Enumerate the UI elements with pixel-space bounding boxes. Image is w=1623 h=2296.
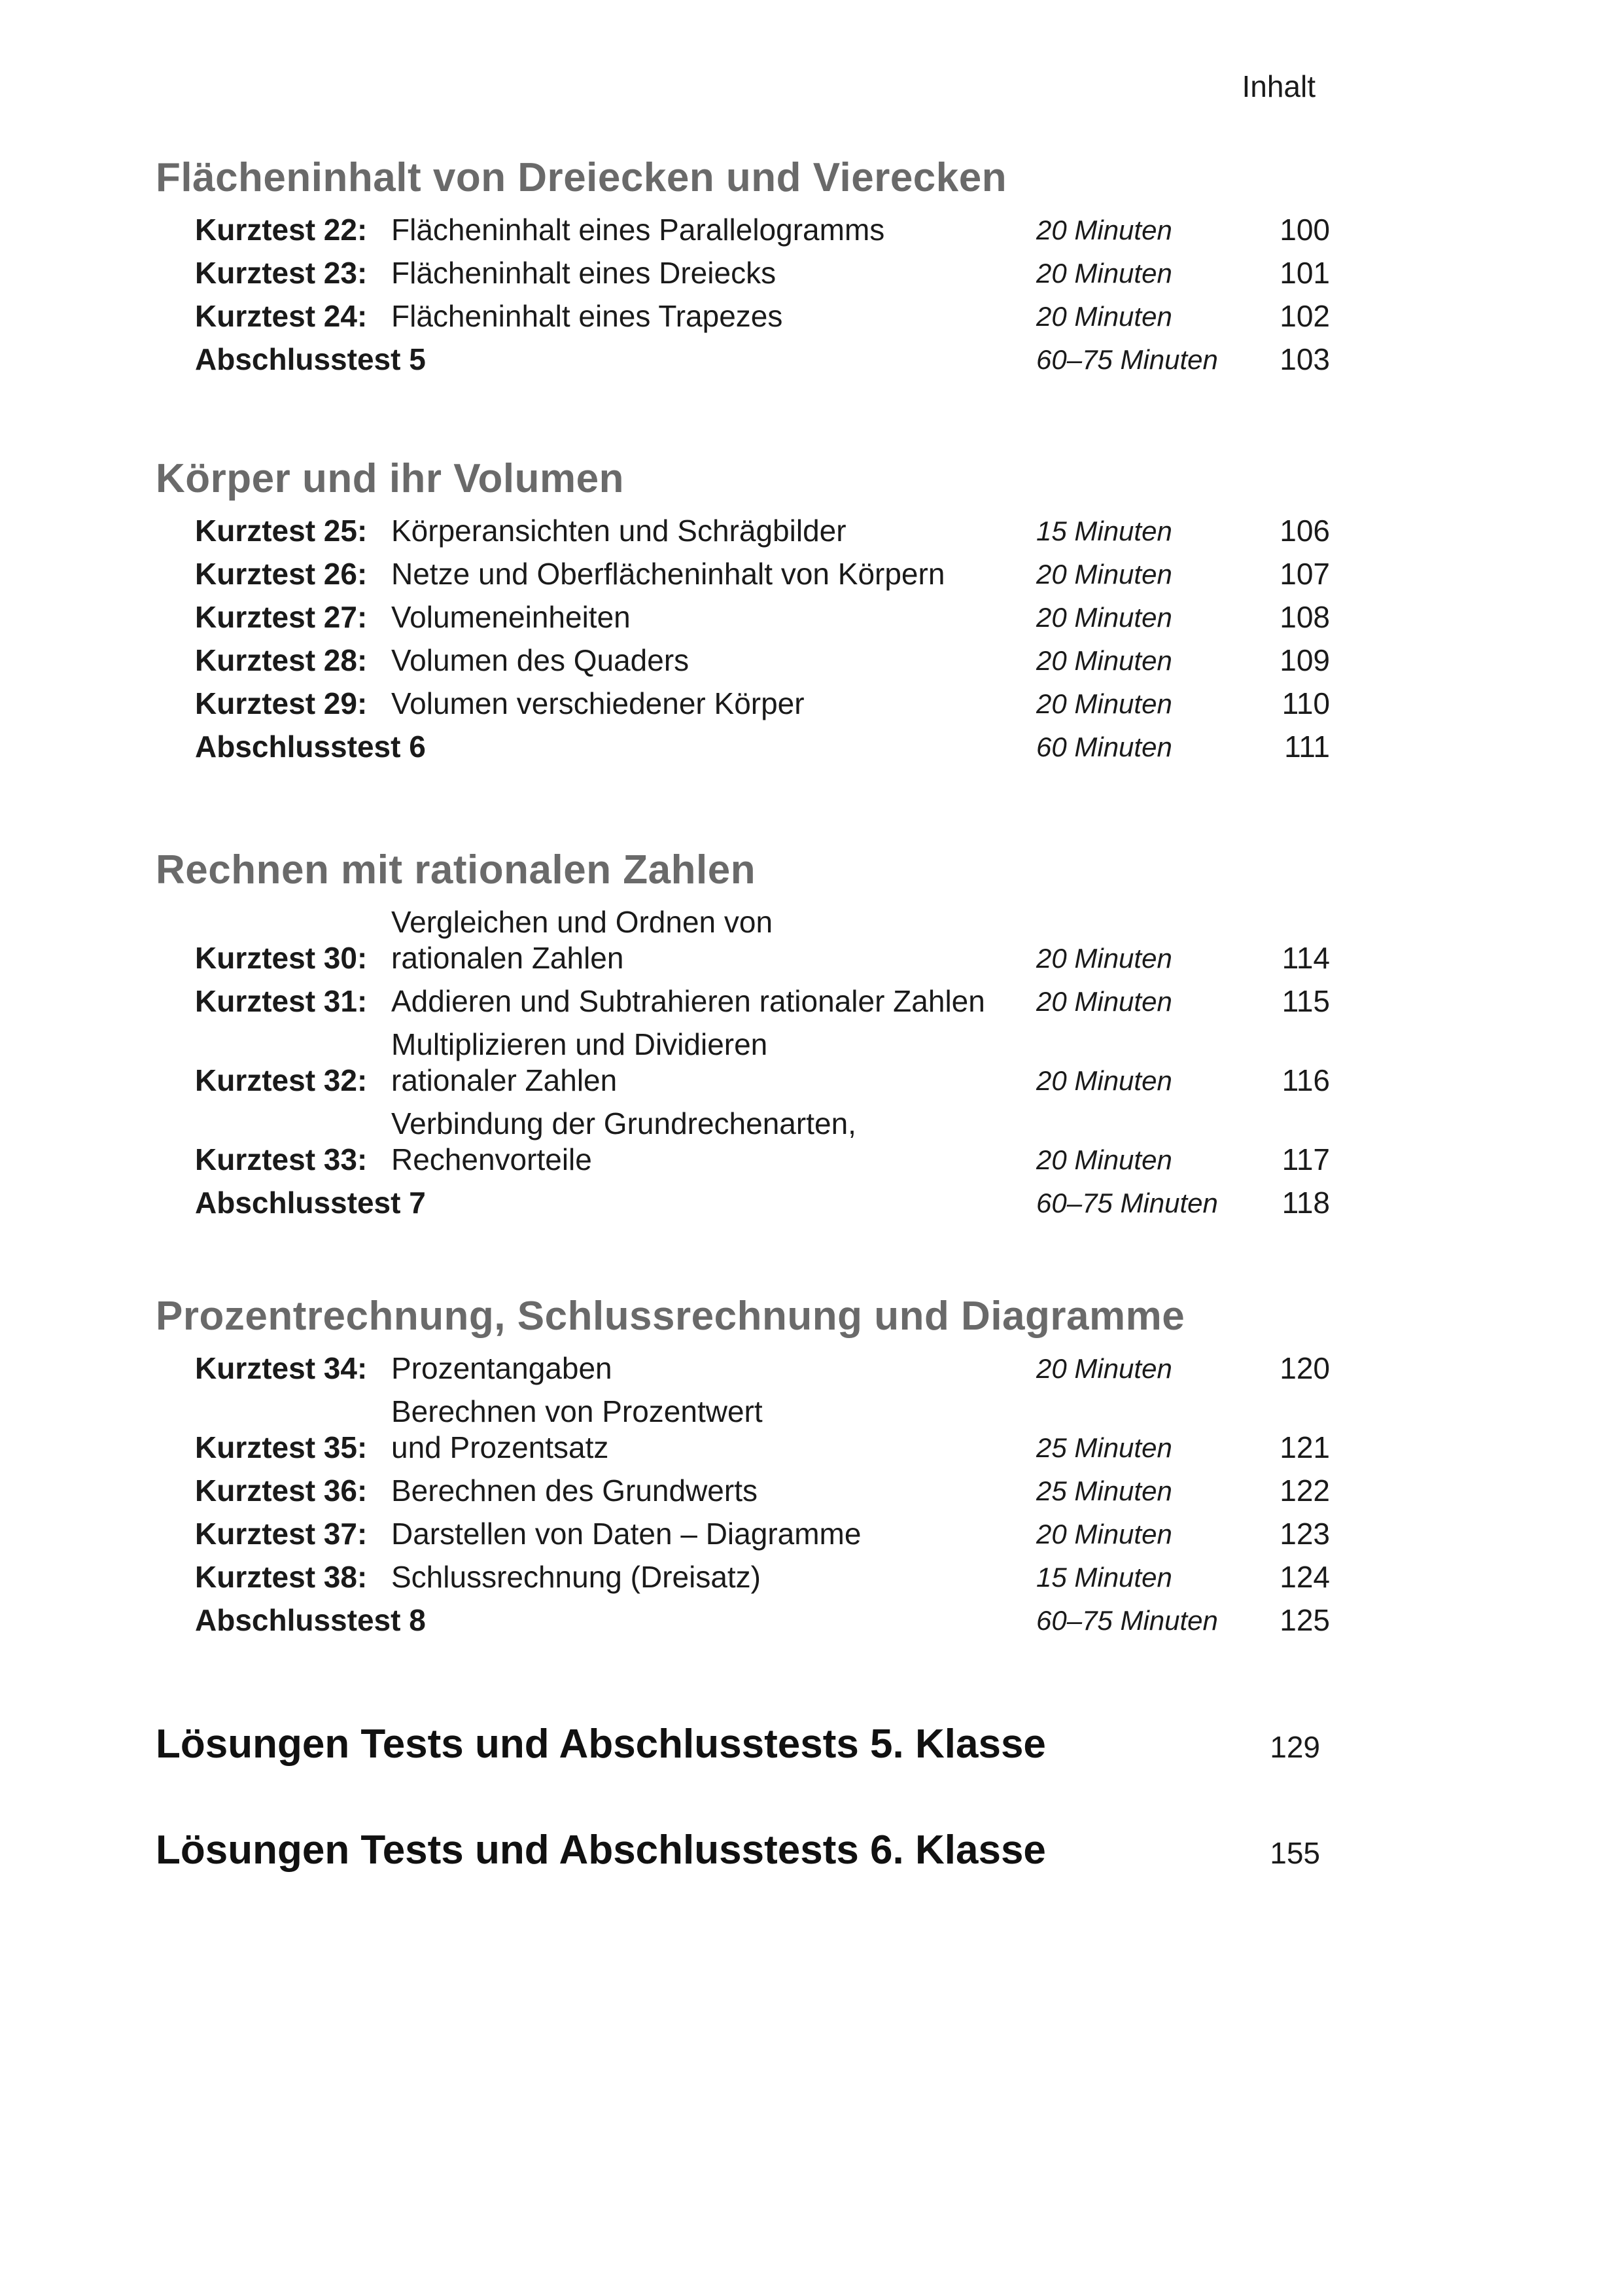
entry-list bbox=[156, 1351, 1330, 1638]
toc-entry bbox=[195, 298, 1330, 334]
toc-entry bbox=[195, 1559, 1330, 1595]
entry-duration: 20 Minuten bbox=[1036, 258, 1172, 289]
entry-title: Vergleichen und Ordnen von rationalen Zahlen bbox=[391, 905, 773, 975]
toc-entry bbox=[195, 1394, 1330, 1466]
entry-title: Volumen verschiedener Körper bbox=[391, 686, 805, 720]
toc-entry bbox=[195, 643, 1330, 679]
final-entry-loesungen-5 bbox=[156, 1721, 1320, 1767]
entry-duration: 20 Minuten bbox=[1036, 1065, 1172, 1096]
entry-page: 102 bbox=[1280, 299, 1330, 333]
section-title: Prozentrechnung, Schlussrechnung und Diagramme bbox=[156, 1294, 1185, 1339]
toc-entry bbox=[195, 599, 1330, 635]
entry-label: Kurztest 32: bbox=[195, 1063, 368, 1097]
entry-duration: 60–75 Minuten bbox=[1036, 344, 1218, 375]
toc-entry bbox=[195, 513, 1330, 549]
entry-duration: 20 Minuten bbox=[1036, 301, 1172, 332]
entry-label: Kurztest 38: bbox=[195, 1560, 368, 1594]
entry-list bbox=[156, 904, 1330, 1221]
entry-page: 106 bbox=[1280, 514, 1330, 548]
toc-entry bbox=[195, 686, 1330, 722]
entry-duration: 20 Minuten bbox=[1036, 1144, 1172, 1175]
entry-label: Kurztest 37: bbox=[195, 1517, 368, 1551]
entry-duration: 20 Minuten bbox=[1036, 986, 1172, 1017]
entry-duration: 25 Minuten bbox=[1036, 1475, 1172, 1506]
toc-entry bbox=[195, 1027, 1330, 1099]
final-entry-title: Lösungen Tests und Abschlusstests 5. Klasse bbox=[156, 1722, 1046, 1767]
entry-duration: 15 Minuten bbox=[1036, 516, 1172, 546]
entry-title: Schlussrechnung (Dreisatz) bbox=[391, 1560, 761, 1594]
entry-duration: 25 Minuten bbox=[1036, 1432, 1172, 1463]
entry-list bbox=[156, 212, 1330, 378]
entry-title: Prozentangaben bbox=[391, 1351, 612, 1385]
section-koerper bbox=[156, 453, 1330, 772]
entry-title: Darstellen von Daten – Diagramme bbox=[391, 1517, 862, 1551]
entry-page: 123 bbox=[1280, 1517, 1330, 1551]
entry-page: 101 bbox=[1280, 256, 1330, 290]
entry-label: Kurztest 28: bbox=[195, 643, 368, 677]
entry-duration: 20 Minuten bbox=[1036, 645, 1172, 676]
entry-duration: 15 Minuten bbox=[1036, 1562, 1172, 1593]
entry-duration: 20 Minuten bbox=[1036, 559, 1172, 590]
toc-entry bbox=[195, 1602, 1330, 1638]
entry-label: Kurztest 31: bbox=[195, 984, 368, 1018]
entry-page: 107 bbox=[1280, 557, 1330, 591]
section-title: Körper und ihr Volumen bbox=[156, 456, 624, 501]
entry-page: 121 bbox=[1280, 1430, 1330, 1464]
entry-title: Körperansichten und Schrägbilder bbox=[391, 514, 846, 548]
entry-label: Kurztest 30: bbox=[195, 941, 368, 975]
entry-label: Kurztest 23: bbox=[195, 256, 368, 290]
entry-label: Abschlusstest 6 bbox=[195, 730, 426, 764]
toc-entry bbox=[195, 904, 1330, 976]
entry-page: 108 bbox=[1280, 600, 1330, 634]
entry-label: Kurztest 24: bbox=[195, 299, 368, 333]
entry-duration: 20 Minuten bbox=[1036, 688, 1172, 719]
entry-label: Kurztest 36: bbox=[195, 1474, 368, 1508]
entry-duration: 20 Minuten bbox=[1036, 1353, 1172, 1384]
toc-entry bbox=[195, 1106, 1330, 1178]
entry-label: Kurztest 26: bbox=[195, 557, 368, 591]
entry-duration: 20 Minuten bbox=[1036, 215, 1172, 245]
toc-entry bbox=[195, 342, 1330, 378]
entry-page: 103 bbox=[1280, 342, 1330, 376]
entry-label: Kurztest 33: bbox=[195, 1142, 368, 1176]
entry-title: Berechnen des Grundwerts bbox=[391, 1474, 758, 1508]
entry-label: Kurztest 29: bbox=[195, 686, 368, 720]
entry-label: Abschlusstest 7 bbox=[195, 1186, 426, 1220]
section-flaecheninhalt bbox=[156, 152, 1330, 385]
toc-entry bbox=[195, 212, 1330, 248]
entry-title: Flächeninhalt eines Trapezes bbox=[391, 299, 783, 333]
entry-label: Kurztest 34: bbox=[195, 1351, 368, 1385]
entry-title: Volumeneinheiten bbox=[391, 600, 631, 634]
section-title: Rechnen mit rationalen Zahlen bbox=[156, 847, 756, 892]
entry-list bbox=[156, 513, 1330, 765]
final-entry-page: 155 bbox=[1270, 1836, 1320, 1870]
final-entry-page: 129 bbox=[1270, 1730, 1320, 1764]
entry-title: Netze und Oberflächeninhalt von Körpern bbox=[391, 557, 945, 591]
entry-label: Kurztest 22: bbox=[195, 213, 368, 247]
entry-duration: 60–75 Minuten bbox=[1036, 1188, 1218, 1218]
entry-page: 110 bbox=[1282, 686, 1330, 720]
toc-entry bbox=[195, 556, 1330, 592]
entry-title: Volumen des Quaders bbox=[391, 643, 689, 677]
toc-entry bbox=[195, 1473, 1330, 1509]
toc-entry bbox=[195, 255, 1330, 291]
entry-page: 111 bbox=[1284, 730, 1330, 764]
toc-entry bbox=[195, 1516, 1330, 1552]
entry-label: Kurztest 35: bbox=[195, 1430, 368, 1464]
running-header: Inhalt bbox=[1242, 69, 1316, 103]
entry-duration: 20 Minuten bbox=[1036, 602, 1172, 633]
entry-page: 117 bbox=[1282, 1142, 1330, 1176]
section-rationale-zahlen bbox=[156, 844, 1330, 1228]
entry-label: Kurztest 27: bbox=[195, 600, 368, 634]
entry-label: Abschlusstest 5 bbox=[195, 342, 426, 376]
entry-page: 115 bbox=[1282, 984, 1330, 1018]
entry-title: Flächeninhalt eines Parallelogramms bbox=[391, 213, 885, 247]
entry-title: Berechnen von Prozentwert und Prozentsatz bbox=[391, 1394, 763, 1464]
final-entry-title: Lösungen Tests und Abschlusstests 6. Klasse bbox=[156, 1828, 1046, 1873]
entry-page: 125 bbox=[1280, 1603, 1330, 1637]
entry-title: Addieren und Subtrahieren rationaler Zahlen bbox=[391, 984, 985, 1018]
toc-entry bbox=[195, 729, 1330, 765]
toc-entry bbox=[195, 1351, 1330, 1386]
entry-page: 118 bbox=[1282, 1186, 1330, 1220]
entry-title: Flächeninhalt eines Dreiecks bbox=[391, 256, 777, 290]
entry-page: 120 bbox=[1280, 1351, 1330, 1385]
entry-title: Verbindung der Grundrechenarten, Rechenvorteile bbox=[391, 1106, 856, 1176]
entry-title: Multiplizieren und Dividieren rationaler Zahlen bbox=[391, 1027, 768, 1097]
entry-page: 124 bbox=[1280, 1560, 1330, 1594]
entry-page: 114 bbox=[1282, 941, 1330, 975]
entry-duration: 20 Minuten bbox=[1036, 943, 1172, 974]
entry-duration: 60–75 Minuten bbox=[1036, 1605, 1218, 1636]
entry-page: 116 bbox=[1282, 1063, 1330, 1097]
entry-label: Abschlusstest 8 bbox=[195, 1603, 426, 1637]
toc-entry bbox=[195, 983, 1330, 1019]
final-entry-loesungen-6 bbox=[156, 1827, 1320, 1873]
entry-page: 122 bbox=[1280, 1474, 1330, 1508]
section-prozentrechnung bbox=[156, 1290, 1330, 1646]
section-title: Flächeninhalt von Dreiecken und Vierecken bbox=[156, 155, 1007, 200]
toc-entry bbox=[195, 1185, 1330, 1221]
entry-duration: 20 Minuten bbox=[1036, 1519, 1172, 1549]
entry-page: 109 bbox=[1280, 643, 1330, 677]
entry-page: 100 bbox=[1280, 213, 1330, 247]
entry-label: Kurztest 25: bbox=[195, 514, 368, 548]
entry-duration: 60 Minuten bbox=[1036, 732, 1172, 762]
